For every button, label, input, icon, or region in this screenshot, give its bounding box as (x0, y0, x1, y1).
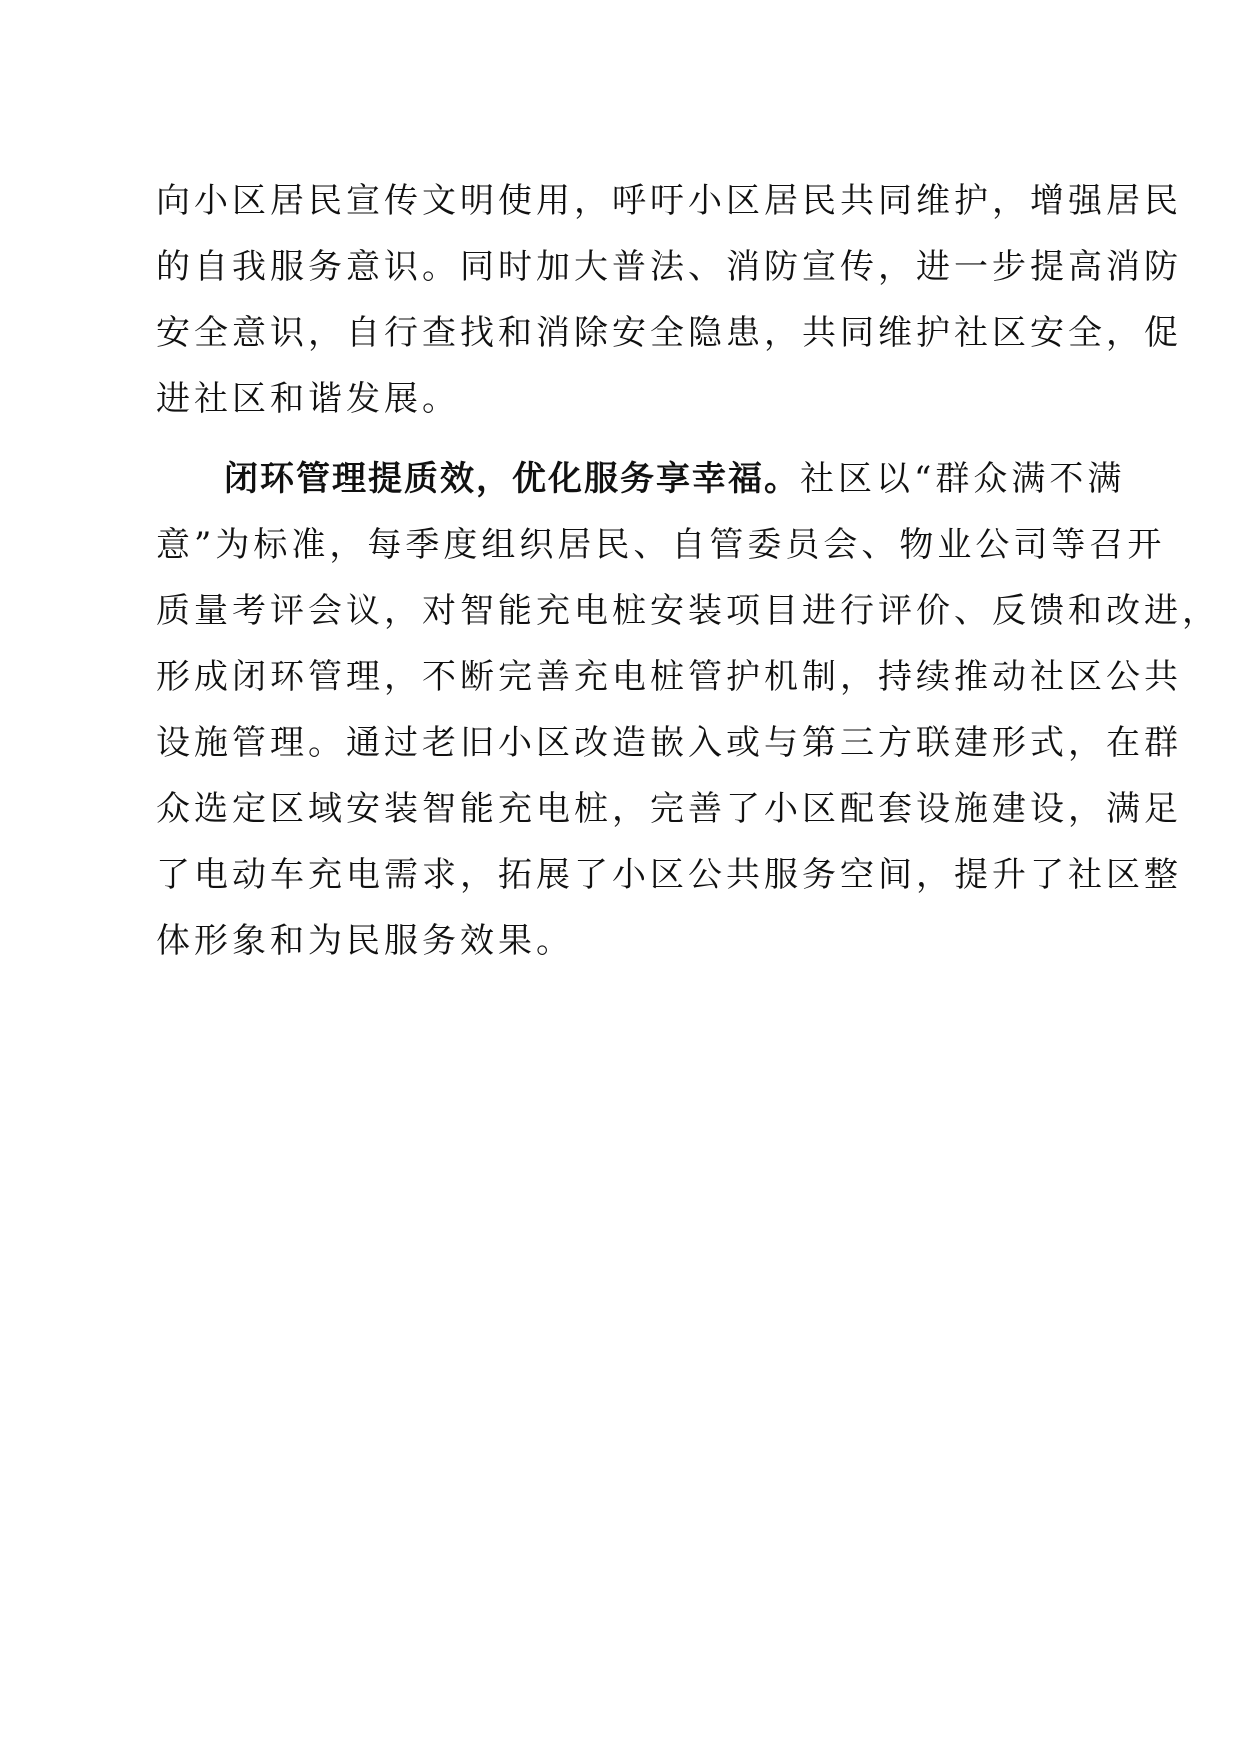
paragraph-closed-loop-management (156, 446, 1220, 974)
text-line: 体形象和为民服务效果。 (156, 921, 574, 961)
text-line: 设施管理。通过老旧小区改造嵌入或与第三方联建形式，在群 (156, 723, 1182, 763)
paragraph-heading: 闭环管理提质效，优化服务享幸福。 (224, 459, 800, 499)
text-line: 安全意识，自行查找和消除安全隐患，共同维护社区安全，促 (156, 313, 1182, 353)
text-line: 的自我服务意识。同时加大普法、消防宣传，进一步提高消防 (156, 247, 1182, 287)
text-line: 向小区居民宣传文明使用，呼吁小区居民共同维护，增强居民 (156, 181, 1182, 221)
text-line: 众选定区域安装智能充电桩，完善了小区配套设施建设，满足 (156, 789, 1182, 829)
text-run: 社区以“群众满不满 (800, 459, 1126, 499)
document-body (156, 168, 1220, 974)
text-line: 进社区和谐发展。 (156, 379, 460, 419)
text-line-first (156, 446, 1126, 512)
paragraph-gap (156, 432, 1086, 446)
text-line: 意”为标准，每季度组织居民、自管委员会、物业公司等召开 (156, 525, 1166, 565)
paragraph-civilized-use (156, 168, 1182, 432)
text-line: 质量考评会议，对智能充电桩安装项目进行评价、反馈和改进， (156, 591, 1220, 631)
text-line: 了电动车充电需求，拓展了小区公共服务空间，提升了社区整 (156, 855, 1182, 895)
text-line: 形成闭环管理，不断完善充电桩管护机制，持续推动社区公共 (156, 657, 1182, 697)
